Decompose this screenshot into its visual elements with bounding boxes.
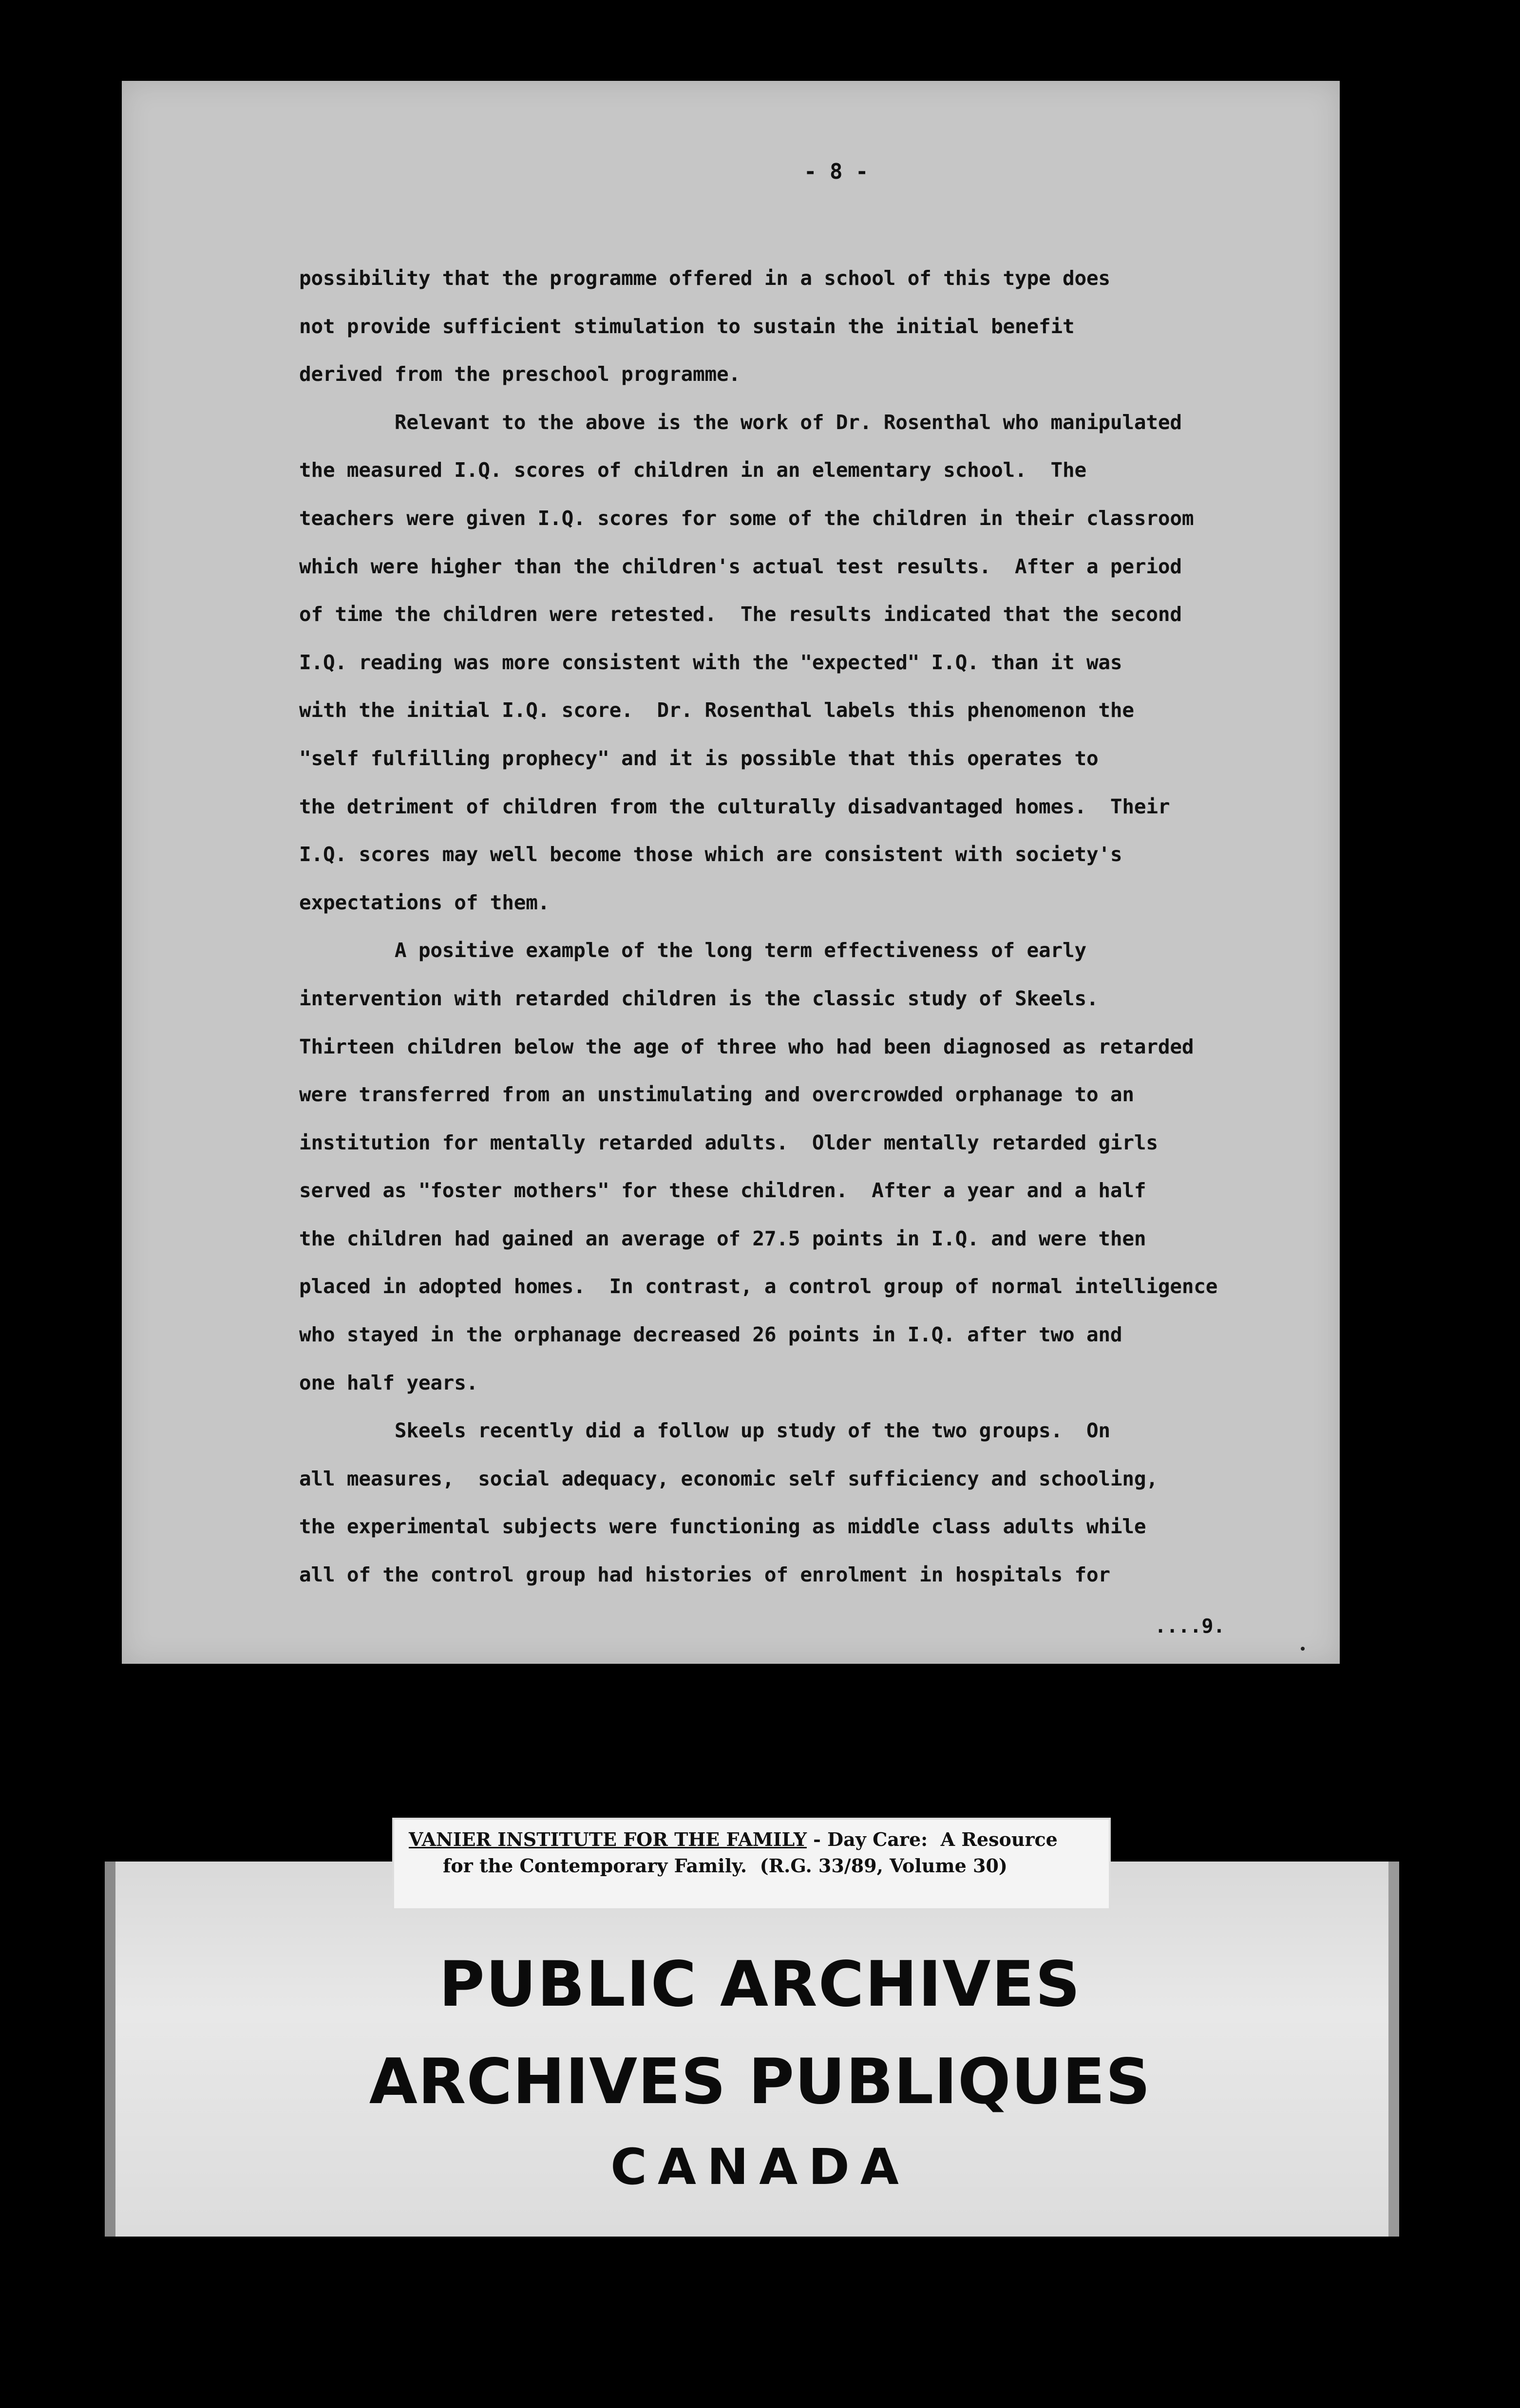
- text-line: with the initial I.Q. score. Dr. Rosenthal labels this phenomenon the: [299, 698, 1134, 722]
- text-line: not provide sufficient stimulation to sustain the initial benefit: [299, 314, 1075, 338]
- continuation-marker: ....9.: [1155, 1615, 1225, 1637]
- institute-name: VANIER INSTITUTE FOR THE FAMILY: [409, 1828, 807, 1850]
- archive-country: CANADA: [610, 2138, 910, 2196]
- text-line: intervention with retarded children is the classic study of Skeels.: [299, 986, 1099, 1010]
- text-line: I.Q. scores may well become those which are consistent with society's: [299, 843, 1122, 866]
- text-line: placed in adopted homes. In contrast, a control group of normal intelligence: [299, 1275, 1218, 1298]
- text-line: Thirteen children below the age of three who had been diagnosed as retarded: [299, 1035, 1194, 1058]
- text-line: were transferred from an unstimulating and overcrowded orphanage to an: [299, 1083, 1134, 1107]
- text-line: I.Q. reading was more consistent with the "expected" I.Q. than it was: [299, 650, 1122, 674]
- text-line: which were higher than the children's actual test results. After a period: [299, 554, 1182, 578]
- text-line: the experimental subjects were functioning as middle class adults while: [299, 1515, 1146, 1539]
- text-line: Skeels recently did a follow up study of the two groups. On: [299, 1419, 1110, 1443]
- text-line: who stayed in the orphanage decreased 26 points in I.Q. after two and: [299, 1323, 1122, 1347]
- body-text: [299, 254, 1400, 1599]
- text-line: derived from the preschool programme.: [299, 362, 741, 386]
- page-number: - 8 -: [804, 159, 869, 184]
- text-line: all measures, social adequacy, economic self sufficiency and schooling,: [299, 1467, 1158, 1490]
- text-line: A positive example of the long term effectiveness of early: [299, 939, 1086, 962]
- label-reference: for the Contemporary Family. (R.G. 33/89, Volume 30): [443, 1855, 1007, 1877]
- text-line: all of the control group had histories of enrolment in hospitals for: [299, 1563, 1110, 1587]
- text-line: Relevant to the above is the work of Dr. Rosenthal who manipulated: [299, 410, 1182, 434]
- text-line: the measured I.Q. scores of children in an elementary school. The: [299, 458, 1086, 482]
- text-line: institution for mentally retarded adults. Older mentally retarded girls: [299, 1130, 1158, 1154]
- label-collection-title: - Day Care: A Resource: [806, 1828, 1058, 1850]
- text-line: one half years.: [299, 1371, 478, 1394]
- text-line: possibility that the programme offered in a school of this type does: [299, 266, 1110, 290]
- text-line: "self fulfilling prophecy" and it is possible that this operates to: [299, 746, 1099, 770]
- archive-title-french: ARCHIVES PUBLIQUES: [369, 2046, 1151, 2118]
- text-line: the detriment of children from the culturally disadvantaged homes. Their: [299, 794, 1170, 818]
- document-page: [122, 81, 1340, 1664]
- text-line: of time the children were retested. The results indicated that the second: [299, 602, 1182, 626]
- archive-title-english: PUBLIC ARCHIVES: [439, 1948, 1081, 2021]
- film-speck: [1301, 1647, 1305, 1651]
- text-line: served as "foster mothers" for these children. After a year and a half: [299, 1179, 1146, 1203]
- text-line: expectations of them.: [299, 890, 550, 914]
- text-line: teachers were given I.Q. scores for some of the children in their classroom: [299, 506, 1194, 530]
- archive-label: [392, 1818, 1111, 1910]
- text-line: the children had gained an average of 27.5 points in I.Q. and were then: [299, 1226, 1146, 1250]
